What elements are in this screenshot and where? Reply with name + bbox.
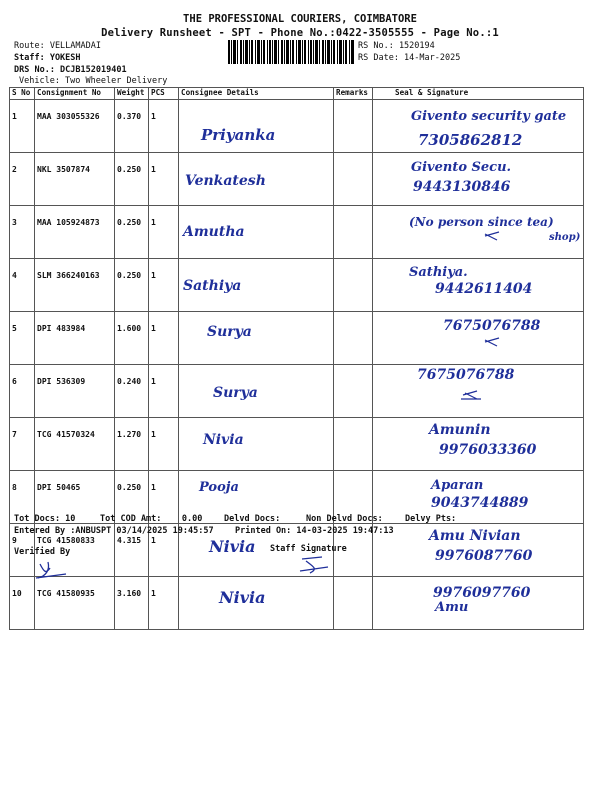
cell-sno: 2: [10, 153, 35, 206]
seal-phone: 7675076788: [443, 318, 541, 334]
col-header-consignment: Consignment No: [35, 88, 115, 100]
cell-weight: 0.250: [115, 206, 149, 259]
col-header-seal: Seal & Signature: [373, 88, 584, 100]
delivered-docs: Delvd Docs:: [224, 514, 281, 524]
table-row: [10, 100, 584, 153]
cell-consignment: NKL 3507874: [35, 153, 115, 206]
consignee-signature: Surya: [207, 324, 252, 340]
staff-signature-label: Staff Signature: [270, 544, 347, 554]
cell-consignment: MAA 303055326: [35, 100, 115, 153]
seal-phone: 9976033360: [439, 442, 537, 458]
cell-weight: 0.240: [115, 365, 149, 418]
cell-weight: 1.270: [115, 418, 149, 471]
col-header-weight: Weight: [115, 88, 149, 100]
table-row: [10, 471, 584, 524]
cell-weight: 3.160: [115, 577, 149, 630]
total-cod-amount: Tot COD Amt: 0.00: [100, 514, 203, 524]
col-header-pcs: PCS: [149, 88, 179, 100]
seal-mark: [485, 232, 499, 240]
cell-remarks: [334, 312, 373, 365]
printed-on: Printed On: 14-03-2025 19:47:13: [235, 526, 394, 536]
rs-number: RS No.: 1520194: [358, 41, 435, 51]
cell-sno: 5: [10, 312, 35, 365]
cell-remarks: [334, 206, 373, 259]
cell-remarks: [334, 153, 373, 206]
seal-mark: [461, 391, 481, 399]
cell-seal-signature: [373, 524, 584, 577]
cell-consignment: DPI 536309: [35, 365, 115, 418]
cell-weight: 0.250: [115, 259, 149, 312]
cell-sno: 3: [10, 206, 35, 259]
cell-seal-signature: [373, 418, 584, 471]
table-row: [10, 259, 584, 312]
cell-consignee: [179, 259, 334, 312]
cell-consignment: DPI 50465: [35, 471, 115, 524]
cell-sno: 8: [10, 471, 35, 524]
cell-remarks: [334, 577, 373, 630]
consignee-signature: Nivia: [219, 588, 266, 607]
col-header-consignee: Consignee Details: [179, 88, 334, 100]
seal-note: Givento Secu.: [411, 160, 512, 175]
seal-phone: 9976087760: [435, 548, 533, 564]
cell-seal-signature: [373, 312, 584, 365]
seal-note: Amu Nivian: [429, 528, 521, 544]
cell-sno: 7: [10, 418, 35, 471]
cell-sno: 1: [10, 100, 35, 153]
cell-weight: 4.315: [115, 524, 149, 577]
cell-pcs: 1: [149, 365, 179, 418]
seal-note: Amunin: [429, 422, 491, 438]
cell-remarks: [334, 259, 373, 312]
cell-pcs: 1: [149, 206, 179, 259]
cell-pcs: 1: [149, 100, 179, 153]
table-row: [10, 153, 584, 206]
cell-consignment: TCG 41570324: [35, 418, 115, 471]
cell-consignee: [179, 206, 334, 259]
seal-note: Amu: [435, 600, 469, 615]
cell-remarks: [334, 100, 373, 153]
consignee-signature: Pooja: [199, 480, 239, 495]
cell-pcs: 1: [149, 577, 179, 630]
seal-mark: [485, 338, 499, 346]
cell-pcs: 1: [149, 259, 179, 312]
verified-by-label: Verified By: [14, 547, 71, 557]
cell-seal-signature: [373, 365, 584, 418]
consignee-signature: Nivia: [209, 537, 256, 556]
consignee-signature: Venkatesh: [185, 173, 266, 189]
total-docs: Tot Docs: 10: [14, 514, 76, 524]
cell-consignee: [179, 365, 334, 418]
cell-pcs: 1: [149, 418, 179, 471]
cell-consignment: TCG 41580833: [35, 524, 115, 577]
cell-remarks: [334, 418, 373, 471]
table-row: [10, 206, 584, 259]
seal-phone: 7675076788: [417, 367, 515, 383]
cell-weight: 1.600: [115, 312, 149, 365]
seal-note: Givento security gate: [411, 109, 567, 124]
cell-consignee: [179, 418, 334, 471]
drs-number: DRS No.: DCJB152019401: [14, 65, 127, 75]
cell-seal-signature: [373, 259, 584, 312]
delivery-points: Delvy Pts:: [405, 514, 457, 524]
entered-by: Entered By :ANBUSPT 03/14/2025 19:45:57: [14, 526, 214, 536]
cell-pcs: 1: [149, 312, 179, 365]
seal-phone: 9443130846: [413, 179, 511, 195]
vehicle-label: Vehicle: Two Wheeler Delivery: [19, 76, 168, 86]
company-title: THE PROFESSIONAL COURIERS, COIMBATORE: [183, 13, 417, 25]
staff-label: Staff: YOKESH: [14, 53, 81, 63]
seal-phone: 9976097760: [433, 585, 531, 601]
cell-remarks: [334, 365, 373, 418]
seal-phone: 9043744889: [431, 495, 529, 511]
cell-consignment: TCG 41580935: [35, 577, 115, 630]
cell-consignee: [179, 153, 334, 206]
rs-date: RS Date: 14-Mar-2025: [358, 53, 461, 63]
col-header-sno: S No: [10, 88, 35, 100]
cell-consignment: SLM 366240163: [35, 259, 115, 312]
seal-phone: 9442611404: [435, 281, 533, 297]
cell-pcs: 1: [149, 471, 179, 524]
consignee-signature: Amutha: [183, 224, 245, 240]
cell-weight: 0.250: [115, 153, 149, 206]
cell-weight: 0.250: [115, 471, 149, 524]
col-header-remarks: Remarks: [334, 88, 373, 100]
cell-seal-signature: [373, 577, 584, 630]
seal-note: (No person since tea): [409, 215, 554, 229]
consignee-signature: Priyanka: [201, 126, 276, 144]
cell-consignee: [179, 100, 334, 153]
table-row: [10, 365, 584, 418]
seal-phone: 7305862812: [418, 131, 523, 149]
consignee-signature: Nivia: [203, 432, 244, 448]
cell-pcs: 1: [149, 524, 179, 577]
cell-sno: 6: [10, 365, 35, 418]
cell-consignee: [179, 312, 334, 365]
consignee-signature: Surya: [213, 385, 258, 401]
runsheet-subtitle: Delivery Runsheet - SPT - Phone No.:0422-3505555 - Page No.:1: [101, 27, 499, 39]
staff-signature: [298, 553, 334, 577]
cell-seal-signature: [373, 100, 584, 153]
table-header-row: [10, 88, 584, 100]
table-row: [10, 577, 584, 630]
table-row: [10, 418, 584, 471]
seal-note: Aparan: [431, 478, 484, 493]
cell-consignee: [179, 577, 334, 630]
cell-sno: 10: [10, 577, 35, 630]
non-delivered-docs: Non Delvd Docs:: [306, 514, 383, 524]
cell-sno: 4: [10, 259, 35, 312]
cell-sno: 9: [10, 524, 35, 577]
cell-consignment: DPI 483984: [35, 312, 115, 365]
seal-note: Sathiya.: [409, 265, 468, 280]
consignee-signature: Sathiya: [183, 278, 242, 294]
cell-pcs: 1: [149, 153, 179, 206]
barcode: [228, 40, 354, 64]
verifier-signature: [32, 558, 72, 582]
cell-weight: 0.370: [115, 100, 149, 153]
seal-note-2: shop): [549, 232, 581, 243]
cell-consignment: MAA 105924873: [35, 206, 115, 259]
route-label: Route: VELLAMADAI: [14, 41, 101, 51]
cell-seal-signature: [373, 153, 584, 206]
cell-seal-signature: [373, 206, 584, 259]
table-row: [10, 312, 584, 365]
